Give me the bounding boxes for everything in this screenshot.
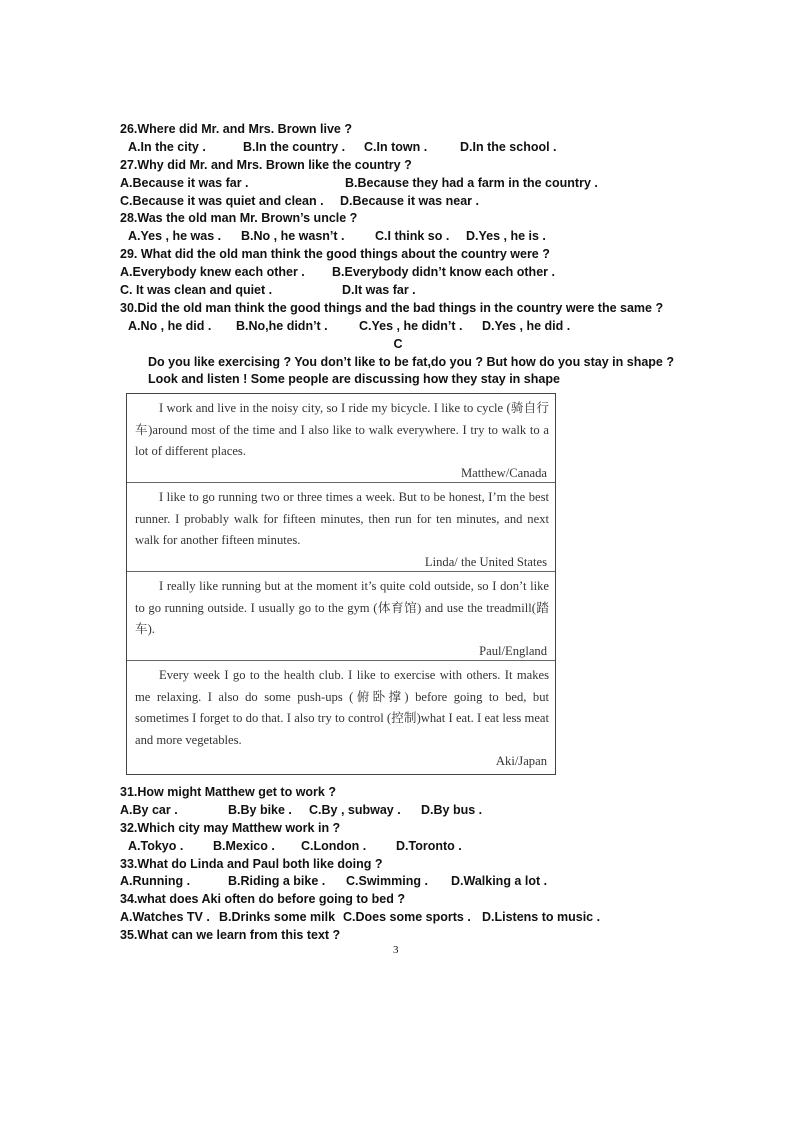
option-31-c: C.By , subway . [309,802,401,817]
option-28-c: C.I think so . [375,229,450,244]
options-33 [120,873,680,891]
passage-author: Matthew/Canada [460,465,547,480]
option-27-c: C.Because it was quiet and clean . [120,193,324,208]
passage-author: Linda/ the United States [424,554,547,569]
option-26-b: B.In the country . [243,139,346,154]
options-31 [120,802,680,820]
option-29-b: B.Everybody didn’t know each other . [332,265,555,280]
option-33-a: A.Running . [120,874,191,889]
passage-text: I work and live in the noisy city, so I ride my bicycle. I like to cycle (骑自行车)around most of the time and I also like to walk everywhere. I try to walk to a lot of different places. [135,401,549,458]
passage-text: I like to go running two or three times a week. But to be honest, I’m the best runner. I probably walk for fifteen minutes, then run for ten minutes, and next walk for another fifteen minutes. [135,490,549,547]
options-27-ab [120,175,680,193]
question-32: 32.Which city may Matthew work in ? [120,820,341,835]
passage-linda [127,483,555,572]
options-27-cd [120,193,680,211]
option-28-d: D.Yes , he is . [466,229,546,244]
option-29-c: C. It was clean and quiet . [120,283,273,298]
question-29: 29. What did the old man think the good things about the country were ? [120,247,550,262]
question-34: 34.what does Aki often do before going to bed ? [120,892,405,907]
option-27-a: A.Because it was far . [120,175,249,190]
question-26: 26.Where did Mr. and Mrs. Brown live ? [120,122,352,136]
passage-text: I really like running but at the moment it’s quite cold outside, so I don’t like to go running outside. I usually go to the gym (体育馆) and use the treadmill(踏车). [135,579,549,636]
questions-31-35 [120,784,680,945]
passage-text: Every week I go to the health club. I like to exercise with others. It makes me relaxing. I also do some push-ups (俯卧撑) before going to bed, but sometimes I forget to do that. I also try to control (控制)what I eat. I eat less meat and more vegetables. [135,668,549,747]
reading-passage-box [126,393,556,775]
option-34-c: C.Does some sports . [343,910,471,925]
option-30-a: A.No , he did . [128,318,212,333]
option-28-b: B.No , he wasn’t . [241,229,345,244]
passage-matthew [127,394,555,483]
question-35: 35.What can we learn from this text ? [120,928,341,943]
option-26-a: A.In the city . [128,139,206,154]
option-26-c: C.In town . [364,139,428,154]
section-letter: C [393,336,403,351]
passage-aki [127,661,555,773]
option-32-a: A.Tokyo . [128,838,184,853]
option-28-a: A.Yes , he was . [128,229,222,244]
page-number: 3 [393,944,399,956]
options-32 [120,838,680,856]
option-30-c: C.Yes , he didn’t . [359,318,463,333]
option-31-b: B.By bike . [228,802,292,817]
option-31-a: A.By car . [120,802,178,817]
passage-author: Aki/Japan [495,754,547,768]
option-32-b: B.Mexico . [213,838,275,853]
question-31: 31.How might Matthew get to work ? [120,785,336,799]
questions-26-30 [120,121,680,389]
passage-author: Paul/England [479,643,547,658]
options-26 [120,139,680,157]
option-26-d: D.In the school . [460,139,557,154]
question-28: 28.Was the old man Mr. Brown’s uncle ? [120,211,358,226]
options-29-ab [120,264,680,282]
option-32-d: D.Toronto . [396,838,462,853]
option-33-c: C.Swimming . [346,874,428,889]
options-30 [120,318,680,336]
passage-paul [127,572,555,661]
option-33-b: B.Riding a bike . [228,874,326,889]
option-34-a: A.Watches TV . [120,910,210,925]
option-33-d: D.Walking a lot . [451,874,548,889]
section-intro-2: Look and listen ! Some people are discussing how they stay in shape [148,372,560,387]
question-30: 30.Did the old man think the good things and the bad things in the country were the same ? [120,300,664,315]
option-34-b: B.Drinks some milk [219,910,336,925]
option-27-b: B.Because they had a farm in the country . [345,175,598,190]
option-29-a: A.Everybody knew each other . [120,265,305,280]
option-34-d: D.Listens to music . [482,910,601,925]
option-31-d: D.By bus . [421,802,483,817]
option-29-d: D.It was far . [342,283,416,298]
options-34 [120,909,680,927]
section-intro-1: Do you like exercising ? You don’t like to be fat,do you ? But how do you stay in shape ? [148,354,674,369]
options-28 [120,228,680,246]
options-29-cd [120,282,680,300]
option-30-d: D.Yes , he did . [482,318,571,333]
option-32-c: C.London . [301,838,367,853]
question-27: 27.Why did Mr. and Mrs. Brown like the country ? [120,157,412,172]
option-30-b: B.No,he didn’t . [236,318,328,333]
option-27-d: D.Because it was near . [340,193,479,208]
question-33: 33.What do Linda and Paul both like doing ? [120,856,383,871]
